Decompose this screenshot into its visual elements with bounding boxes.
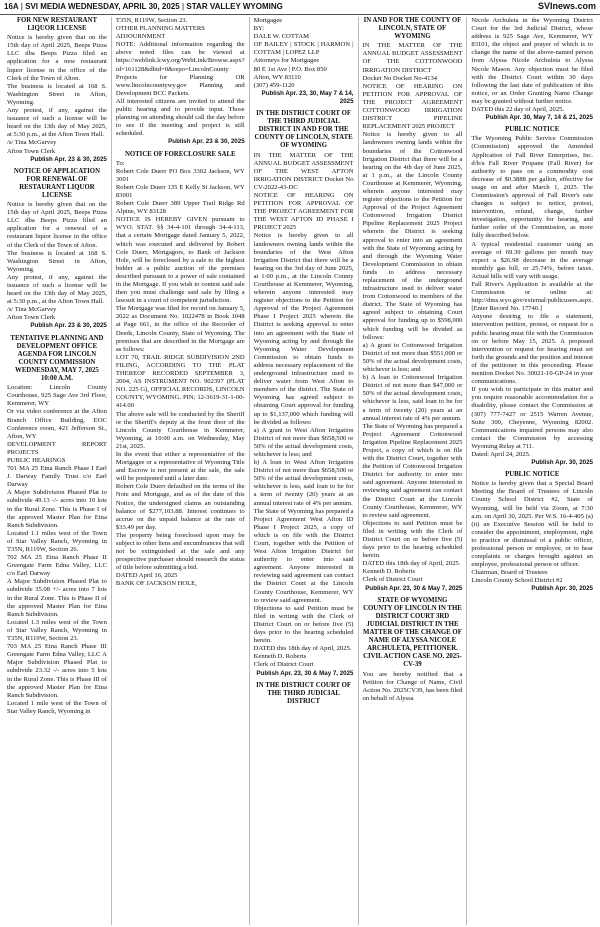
- publish-dates: Publish Apr. 23 & 30, 2025: [30, 322, 107, 330]
- notice-paragraph: Afton, WY 83110: [253, 73, 301, 81]
- notice-paragraph: Projects for Planning OR www.lincolncountywy.gov Planning and Development BCC Packets.: [115, 73, 245, 97]
- notice-title: PUBLIC NOTICE: [505, 471, 560, 479]
- notice-title: FOR NEW RESTAURANT LIQUOR LICENSE: [16, 17, 98, 33]
- notice-paragraph: Located 1.3 miles west of the Town of Star Valley Ranch, Wyoming in T35N, R119W, Section 23.: [7, 618, 107, 643]
- notice-paragraph: DATED this 18th day of April, 2025.: [253, 645, 352, 653]
- column-3: [250, 17, 359, 925]
- notice-paragraph: b) A loan to Cottonwood Irrigation District of not more than $47,000 or 50% of the actual development costs, whichever is less, said loan to be for a term of twenty (20) years at an annual interest rate of 4% per annum.: [362, 374, 463, 422]
- legal-notice: [363, 597, 463, 703]
- header-left: 16A | SVI MEDIA WEDNESDAY, APRIL 30, 2025 | STAR VALLEY WYOMING: [4, 2, 283, 11]
- notice-paragraph: NOTICE OF HEARING ON PETITION FOR APPROVAL OF THE PROJECT AGREEMENT COTTONWOOD IRRIGATION DISTRICT PIPELINE REPLACEMENT 2025 PROJECT: [362, 82, 463, 131]
- notice-paragraph: LOT 70, TRAIL RIDGE SUBDIVISION 2ND FILING, ACCORDING TO THE PLAT THEREOF RECORDED SEPTEMBER 3, 2004, AS INSTRUMENT NO. 902397 (PLAT NO. 225 G), OFFICIAL RECORDS, LINCOLN COUNTY, WYOMING. PIN: 12-3619-31-1-00-414.00: [115, 353, 245, 410]
- notice-paragraph: Located 1 mile west of the Town of Star Valley Ranch, Wyoming in: [7, 699, 107, 715]
- notice-paragraph: 703 MA 25 Etna Ranch Phase III Greengate Farm Edna Valley, LLC A Major Subdivision Phased Plat to subdivide 23.32 -/- acres into 5 lots in the Rural Zone. This is Phase III of the approved Master Plan for Etna Ranch Subdivision.: [7, 643, 107, 699]
- notice-paragraph: A Major Subdivision Phased Plat to subdivide 35.08 +/- acres into 7 lots in the Rural Zone. This is Phase II of the approved Master Plan for Etna Ranch Subdivision.: [7, 578, 107, 618]
- notice-paragraph: Location: Lincoln County Courthouse, 925 Sage Ave 3rd Floor, Kemmerer, WY: [7, 384, 107, 408]
- publish-dates: Publish Apr. 23, 30 & May 7, 2025: [256, 669, 354, 677]
- legal-notice: [471, 17, 593, 122]
- publish-dates: Publish Apr. 30, 2025: [531, 585, 593, 593]
- notice-paragraph: NOTICE OF HEARING ON PETITION FOR APPROVAL OF THE PROJECT AGREEMENT FOR THE WEST AFTON ID PHASE I PROJECT 2025: [253, 191, 354, 232]
- notice-paragraph: All interested citizens are invited to attend the public hearing and to provide input. Those planning on attending should call the day before to see if the meeting and project is still scheduled.: [115, 97, 245, 138]
- notice-paragraph: Afton Town Clerk: [7, 314, 56, 322]
- notice-paragraph: ADJOURNMENT: [115, 33, 166, 41]
- notice-paragraph: NOTE: Additional information regarding the above noted files can be viewed at https://weblink.lcwy.org/WebLink/Browse.aspx?id=161128&dbid=0&repo=LincolnCounty: [115, 41, 245, 73]
- notice-paragraph: The Wyoming Public Service Commission (Commission) approved the Amended Application of Fall River Enterprises, Inc. d/b/a Fall River Propane (Fall River) for authority to pass on a commodity cost decrease of $0.3888 per gallon, effective for usage on and after March 1, 2025. The Commission's approval of Fall River's rate changes is subject to notice, protest, intervention, refund, change, further investigation, opportunity for hearing, and further order of the Commission, as more fully described below.: [471, 135, 593, 240]
- notice-paragraph: Clerk of District Court: [253, 661, 314, 669]
- legal-notice: [116, 17, 245, 147]
- notice-paragraph: The State of Wyoming has prepared a Project Agreement West Afton ID Phase I Project 2025, a copy of which is on file with the District Court, together with the Petition of West Afton Irrigation District for authority to enter into said agreement. Anyone interested in reviewing said agreement can contact the District Court at the Lincoln County Courthouse, Kemmerer, WY to review said agreement.: [253, 507, 354, 604]
- notice-paragraph: b) A loan to West Afton Irrigation District of not more than $658,500 or 50% of the actual development costs, whichever is less, said loan to be for a term of twenty (20) years at an annual interest rate of 4% per annum.: [253, 459, 354, 507]
- notice-paragraph: Any protest, if any, against the issuance of such a license will be heard on the 13th day of May 2025, at 5:30 p.m., at the Afton Town Hall.: [7, 107, 107, 139]
- notice-paragraph: A Major Subdivision Phased Plat to subdivide 49.13 -/- acres into 10 lots in the Rural Zone. This is Phase I of the approved Master Plan for Etna Ranch Subdivision.: [7, 489, 107, 529]
- publish-dates: Publish Apr. 23 & 30, 2025: [30, 155, 107, 163]
- legal-notice: [7, 17, 107, 164]
- notice-paragraph: Mortgagee: [253, 17, 283, 24]
- notice-title: NOTICE OF APPLICATION FOR RENEWAL OF RESTAURANT LIQUOR LICENSE: [13, 167, 100, 199]
- publication-name: SVI MEDIA: [25, 2, 66, 11]
- notice-paragraph: Clerk of District Court: [362, 576, 423, 584]
- publish-dates: Publish Apr. 23, 30, May 7 & 14, 2025: [261, 89, 354, 105]
- notice-paragraph: Objections to said Petition must be filed in writing with the Clerk of District Court on or before five (5) days prior to the hearing scheduled herein.: [253, 604, 354, 645]
- notice-paragraph: 701 MA 25 Etna Ranch Phase I Earl J. Darway Family Trust c/o Earl Darway: [7, 465, 107, 489]
- notice-paragraph: DALE W. COTTAM: [253, 33, 309, 41]
- notice-paragraph: The business is located at 168 S. Washington Street in Afton, Wyoming.: [7, 82, 107, 106]
- notice-title: TENTATIVE PLANNING AND DEVELOPMENT OFFICE AGENDA FOR LINCOLN COUNTY COMMISSION WEDNESDAY, MAY 7, 2025 10:00 A.M.: [10, 334, 104, 383]
- legal-notice: [363, 17, 463, 593]
- legal-notice: [7, 335, 107, 716]
- legal-notice: [116, 151, 245, 589]
- notice-paragraph: Robert Cole Duerr defaulted on the terms of the Note and Mortgage, and as of the date of this Notice, the undersigned claims an outstanding balance of $277,103.88. Interest continues to accrue on the unpaid balance at the rate of $33.49 per day.: [115, 483, 245, 531]
- notice-paragraph: /s/ Tina McGarvey: [7, 139, 57, 147]
- notice-paragraph: A typical residential customer using an average of 69.39 gallons per month may expect a $26.98 decrease in the average monthly gas bill, or 25.74%, before taxes. Actual bills will vary with usage.: [471, 240, 593, 280]
- notice-paragraph: Or via video conference at the Afton Branch Office Building, EOC Conference room, 421 Jefferson St., Afton, WY: [7, 408, 107, 440]
- notice-title: NOTICE OF FORECLOSURE SALE: [124, 150, 236, 158]
- notice-paragraph: If you wish to participate in this matter and you require reasonable accommodation for a disability, please contact the Commission at (307) 777-7427 or 2515 Warren Avenue, Suite 300, Cheyenne, Wyoming 82002. Communications impaired persons may also contact the Commission by accessing Wyoming Relay at 711.: [471, 386, 593, 450]
- legal-notice: [471, 471, 593, 593]
- notice-paragraph: DATED this 18th day of April, 2025.: [362, 560, 461, 568]
- notice-paragraph: Objections to said Petition must be filed in writing with the Clerk of District Court on or before five (5) days prior to the hearing scheduled herein.: [362, 519, 463, 560]
- notice-paragraph: T35N, R119W, Section 23.: [115, 17, 188, 24]
- notice-paragraph: Notice is hereby given to all landowners owning lands within the boundaries of the Cottonwood Irrigation District that there will be a hearing on the 4th day of June 2025, at 1 p.m., at the Lincoln County Courthouse at Kemmerer, Wyoming, wherein anyone interested may register objections to the Petition for Approval of the Project Agreement Cottonwood Irrigation District Pipeline Replacement 2025 Project wherein the District is seeking approval to enter into an agreement with the State of Wyoming acting by and through the Wyoming Water Development Commission to obtain funds to address necessary replacement of the underground infrastructure used to deliver water from Cottonwood to members of the district. The State of Wyoming has agreed subject to obtaining Court approval for funding up to $598,000 which funding will be divided as follows:: [362, 131, 463, 341]
- publish-dates: Publish Apr. 30, May 7, 14 & 21, 2025: [485, 114, 593, 122]
- notice-title: IN THE DISTRICT COURT OF THE THIRD JUDICIAL DISTRICT IN AND FOR THE COUNTY OF LINCOLN, STATE OF WYOMING: [254, 110, 353, 150]
- notice-paragraph: OF BAILEY | STOCK | HARMON | COTTAM | LOPEZ LLP: [253, 41, 354, 57]
- notice-paragraph: In the event that either a representative of the Mortgagee or a representative of Wyoming Title and Escrow is not present at the sale, the sale will be postponed until a later date.: [115, 450, 245, 483]
- notice-paragraph: Notice is hereby given to all landowners owning lands within the boundaries of the West Afton Irrigation District that there will be a hearing on the 3rd day of June 2025, at 1:00 p.m., at the Lincoln County Courthouse at Kemmerer, Wyoming, wherein anyone interested may register objections to the Petition for Approval of the Project Agreement Phase I Project 2025 wherein the District is seeking approval to enter into an agreement with the State of Wyoming acting by and through the Wyoming Water Development Commission to obtain funds to address necessary replacement of the underground infrastructure used to deliver water from West Afton to members of the district. The State of Wyoming has agreed subject to obtaining Court approval for funding up to $1,137,000 which funding will be divided as follows:: [253, 232, 354, 426]
- notice-paragraph: PUBLIC HEARINGS: [7, 456, 66, 464]
- legal-notice: [254, 17, 354, 106]
- legal-notice: [471, 126, 593, 467]
- legal-notice: [254, 682, 354, 706]
- column-2: [112, 17, 250, 925]
- notice-paragraph: The property being foreclosed upon may be subject to other liens and encumbrances that will not be extinguished at the sale and any prospective purchaser should research the status of title before submitting a bid.: [115, 531, 245, 572]
- notice-paragraph: Attorneys for Mortgagee: [253, 57, 320, 65]
- notice-paragraph: Notice is hereby given that on the 15th day of April 2025, Beeps Pizza LLC dba Beeps Pizza filed an application for a new restaurant liquor license in the office of the Clerk of the Town of Alton.: [7, 34, 107, 82]
- notice-paragraph: Nicole Archuleta in the Wyoming District Court for the 3rd Judicial District, whose address is 925 Sage Ave, Kemmerer, WY 83101, the object and prayer of which is to change the name of the above-named person from Alyssa Nicole Archuleta to Alyssa Nicole Mason. Any objection must be filed with the District Court within 30 days following the last date of publication of this notice, or an Order Granting Name Change may be granted without further notice.: [471, 17, 593, 105]
- notice-paragraph: The above sale will be conducted by the Sheriff or the Sheriff's deputy at the front door of the Lincoln County Courthouse in Kemmerer, Wyoming, at 10:00 a.m. on Wednesday, May 21st, 2025.: [115, 410, 245, 450]
- notice-title: IN AND FOR THE COUNTY OF LINCOLN, STATE OF WYOMING: [363, 17, 462, 41]
- issue-date: WEDNESDAY, APRIL 30, 2025: [67, 2, 180, 11]
- column-4: [359, 17, 468, 925]
- notice-paragraph: IN THE MATTER OF THE ANNUAL BUDGET ASSESSMENT OF THE WEST AFTON IRRIGATION DISTRICT Docket No CV-2022-43-DC: [253, 151, 354, 191]
- notice-paragraph: Chairman, Board of Trustees: [471, 569, 548, 577]
- notice-title: PUBLIC NOTICE: [505, 126, 560, 134]
- notice-paragraph: Any protest, if any, against the issuance of such a license will be heard on the 13th day of May 2025, at 5:30 p.m., at the Afton Town Hall.: [7, 273, 107, 306]
- notice-paragraph: To:: [115, 159, 125, 167]
- site-url[interactable]: SVInews.com: [537, 1, 596, 11]
- publish-dates: Publish Apr. 23 & 30, 2025: [168, 138, 245, 146]
- publish-dates: Publish Apr. 23, 30 & May 7, 2025: [365, 584, 463, 592]
- page-label: 16A: [4, 2, 19, 11]
- notice-paragraph: Located 1.1 miles west of the Town of Star Valley Ranch, Wyoming in T35N, R119W, Section 26.: [7, 529, 107, 553]
- paper-name: STAR VALLEY WYOMING: [186, 2, 283, 11]
- notice-paragraph: Robert Cole Duerr PO Box 3302 Jackson, WY 3001: [115, 167, 245, 183]
- column-5: [467, 17, 597, 925]
- notice-paragraph: Lincoln County School District #2: [471, 577, 563, 585]
- notice-paragraph: NOTICE IS HEREBY GIVEN pursuant to WYO. STAT. §§ 34-4-101 through 34-4-113, that a certain Mortgage dated January 5, 2022, which was executed and delivered by Robert Cole Duerr, Mortgagors, to Bank of Jackson Hole, will be foreclosed by a sale to the highest bidder at a public auction of the premises described pursuant to a power of sale contained in the Mortgage. If you wish to contest said sale then you must challenge said sale by filing a lawsuit in a court of competent jurisdiction.: [115, 216, 245, 305]
- notice-paragraph: Dated: April 24, 2025.: [471, 450, 531, 458]
- notice-paragraph: Notice is hereby given that a Special Board Meeting the Board of Trustees of Lincoln County School District #2, State of Wyoming, will be held via Zoom, at 7:30 a.m. on April 30, 2025. Per W.S. 16-4-405 (a)(ii) an Executive Session will be held to consider the appointment, employment, right to practice or dismissal of a public officer, professional person or employee, or to hear complaints or charges brought against an employee, professional person or officer.: [471, 480, 593, 569]
- notice-paragraph: OTHER PLANNING MATTERS: [115, 25, 205, 33]
- notice-paragraph: IN THE MATTER OF THE ANNUAL BUDGET ASSESSMENT OF THE COTTONWOOD IRRIGATION DISTRICT: [362, 42, 463, 74]
- notice-paragraph: Anyone desiring to file a statement, intervention petition, protest, or request for a public hearing must file with the Commission on or before May 15, 2025. A proposed intervention or request for hearing must set forth the grounds and the position and interest of the petitioner in this proceeding. Please mention Docket No. 30021-10-GP-24 in your communications.: [471, 313, 593, 386]
- column-1: [3, 17, 112, 925]
- notice-paragraph: Fall River's Application is available at the Commission or online at: http://dms.wyo.gov/external/publicusers.aspx. [Enter Record No. 17740.]: [471, 281, 593, 313]
- notice-paragraph: The State of Wyoming has prepared a Project Agreement Cottonwood Irrigation Pipeline Replacement 2025 Project, a copy of which is on file with the District Court, together with the Petition of Cottonwood Irrigation District for authority to enter into said agreement. Anyone interested in reviewing said agreement can contact the District Court at the Lincoln County Courthouse, Kemmerer, WY to review said agreement.: [362, 422, 463, 519]
- legal-notice: [7, 168, 107, 331]
- notice-paragraph: 702 MA 25 Etna Ranch Phase II Greengate Farm Edna Valley, LLC c/o Earl Darway: [7, 554, 107, 578]
- notice-paragraph: (307) 459-1120: [253, 81, 295, 89]
- notice-paragraph: Robert Cole Duerr 389 Upper Trail Ridge Rd Alpine, WY 83128: [115, 200, 245, 216]
- notice-paragraph: Kenneth D. Roberts: [253, 653, 307, 661]
- notice-paragraph: Notice is hereby given that on the 15th day of April 2025, Beeps Pizza LLC dba Beeps Pizza filed an application for a renewal of a restaurant liquor license in the office of the Clerk of the Town of Afton.: [7, 201, 107, 249]
- notice-paragraph: DEVELOPMENT REPORT PROJECTS: [7, 440, 107, 456]
- notice-paragraph: BANK OF JACKSON HOLE,: [115, 580, 197, 588]
- legal-notices-columns: [3, 17, 597, 925]
- notice-paragraph: The business is located at 168 S. Washington Street in Afton, Wyoming.: [7, 249, 107, 273]
- notice-paragraph: a) A grant to West Afton Irrigation District of not more than $658,500 or 50% of the actual development costs, whichever is less; and: [253, 426, 354, 458]
- publish-dates: Publish Apr. 30, 2025: [531, 459, 593, 467]
- notice-title: STATE OF WYOMING COUNTY OF LINCOLN IN THE DISTRICT COURT 3RD JUDICIAL DISTRICT IN THE MATTER OF THE CHANGE OF NAME OF ALYSSA NICOLE ARCHULETA, PETITIONER. CIVIL ACTION CASE NO. 2025-CV-39: [363, 596, 462, 669]
- notice-paragraph: DATED this 22 day of April, 2025.: [471, 106, 565, 114]
- notice-paragraph: Docket No Docket No-4134: [362, 74, 438, 82]
- notice-paragraph: a) A grant to Cottonwood Irrigation District of not more than $551,000 or 50% of the actual development costs, whichever is less; and: [362, 341, 463, 374]
- notice-paragraph: Robert Cole Duerr 135 E Kelly St Jackson, WY 83001: [115, 183, 245, 199]
- notice-paragraph: BY:: [253, 25, 265, 33]
- page-header: [0, 0, 600, 15]
- legal-notice: [254, 110, 354, 678]
- notice-paragraph: Afton Town Clerk: [7, 147, 56, 155]
- notice-paragraph: Kenneth D. Roberts: [362, 568, 416, 576]
- notice-paragraph: DATED April 16, 2025: [115, 572, 178, 580]
- notice-title: IN THE DISTRICT COURT OF THE THIRD JUDICIAL DISTRICT: [256, 681, 352, 705]
- notice-paragraph: 80 E 1st Ave | P.O. Box 850: [253, 65, 327, 73]
- notice-paragraph: You are hereby notified that a Petition for Change of Name, Civil Action No. 2025CV39, has been filed on behalf of Alyssa: [362, 670, 463, 702]
- notice-paragraph: /s/ Tina McGarvey: [7, 306, 57, 314]
- notice-paragraph: The Mortgage was filed for record on January 5, 2022 as Document No. 1022478 in Book 1048 at Page 661, in the office of the Recorder of Deeds, Lincoln County, State of Wyoming. The premises that are described in the Mortgage are as follows:: [115, 305, 245, 353]
